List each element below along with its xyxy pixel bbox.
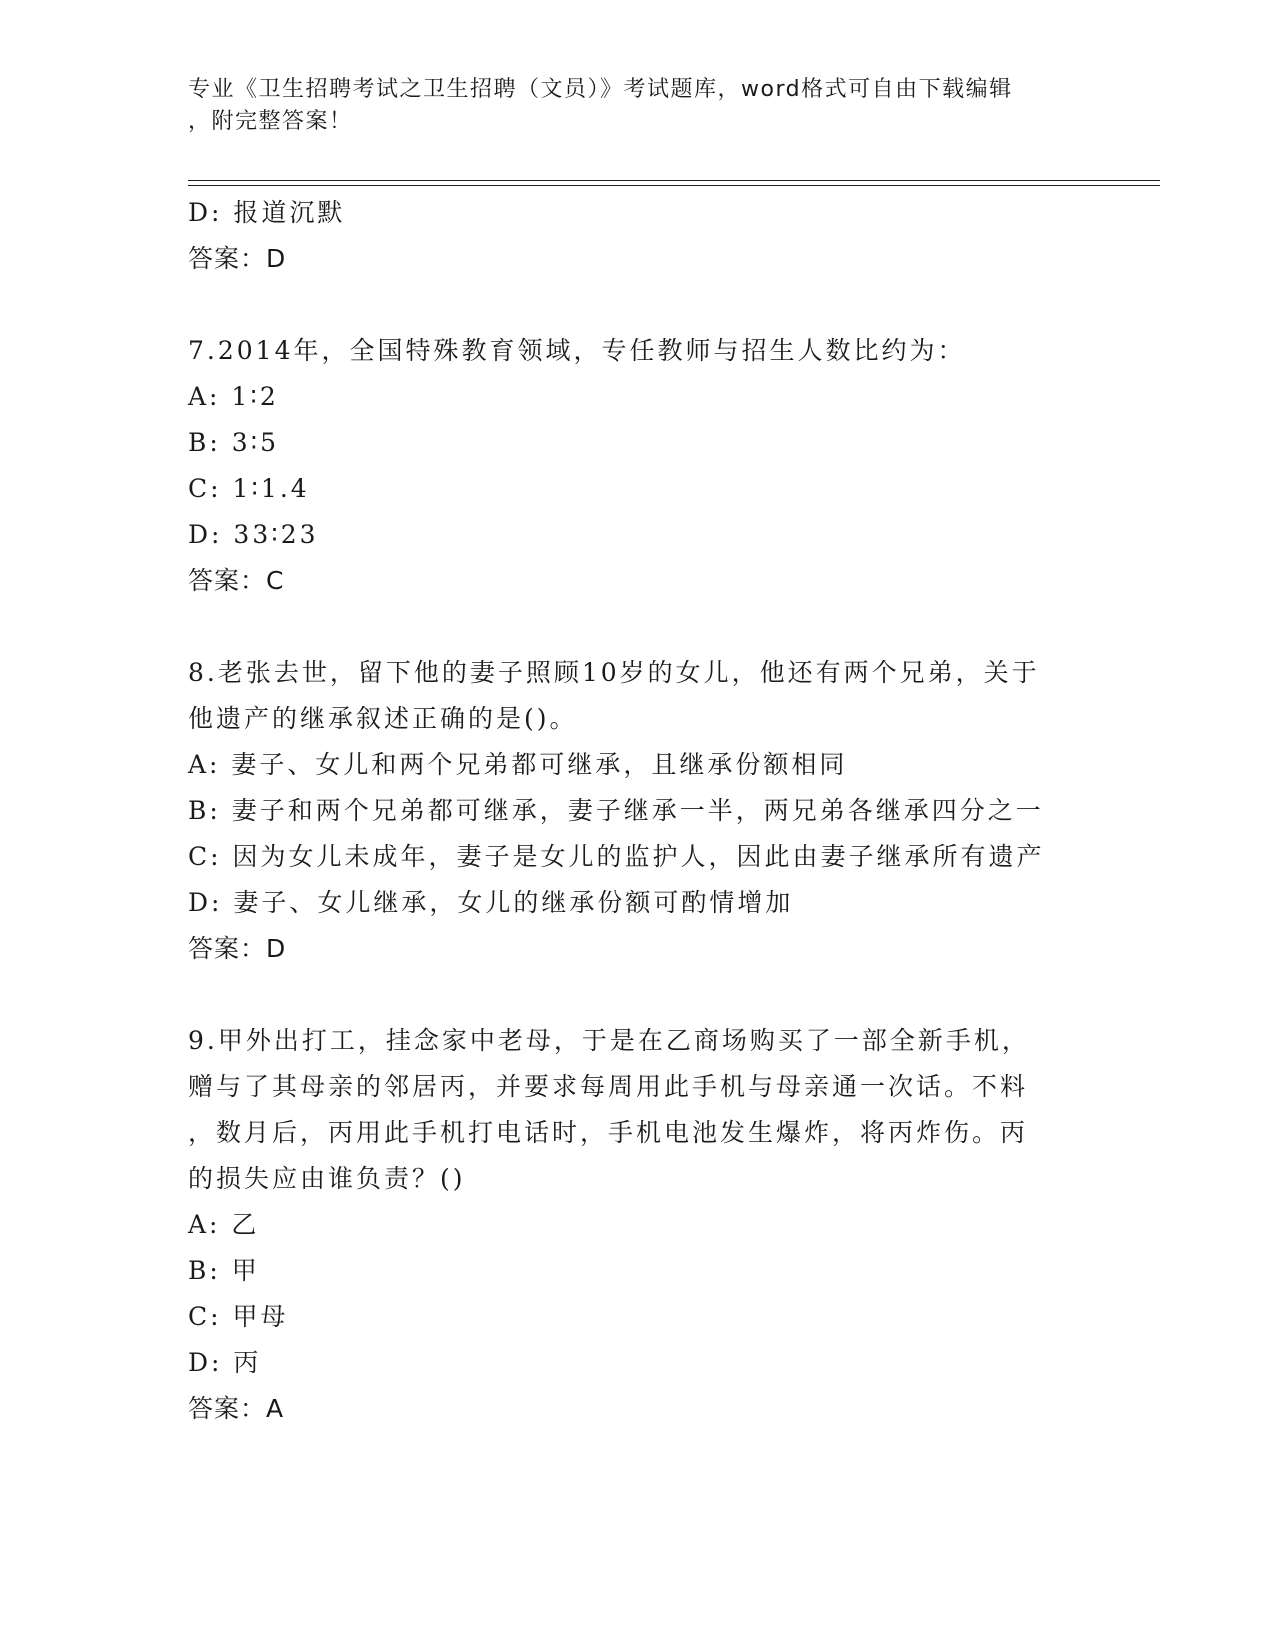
question-content bbox=[188, 190, 1088, 1432]
question-stem-line-4: 的损失应由谁负责？() bbox=[188, 1164, 466, 1193]
header-line-2: ，附完整答案！ bbox=[188, 109, 353, 134]
option-c: C: 因为女儿未成年，妻子是女儿的监护人，因此由妻子继承所有遗产 bbox=[188, 842, 1045, 871]
answer-line: 答案：D bbox=[188, 934, 287, 963]
header-divider-bottom bbox=[188, 185, 1160, 186]
option-c: C: 甲母 bbox=[188, 1302, 289, 1331]
answer-line: 答案：D bbox=[188, 244, 287, 273]
question-stem-line-1: 8.老张去世，留下他的妻子照顾10岁的女儿，他还有两个兄弟，关于 bbox=[188, 658, 1040, 687]
option-b: B: 妻子和两个兄弟都可继承，妻子继承一半，两兄弟各继承四分之一 bbox=[188, 796, 1044, 825]
question-9 bbox=[188, 1018, 1088, 1432]
option-d: D: 妻子、女儿继承，女儿的继承份额可酌情增加 bbox=[188, 888, 794, 917]
question-stem-line-3: ，数月后，丙用此手机打电话时，手机电池发生爆炸，将丙炸伤。丙 bbox=[188, 1118, 1029, 1147]
document-header bbox=[188, 74, 1088, 138]
answer-line: 答案：A bbox=[188, 1394, 285, 1423]
option-a: A: 妻子、女儿和两个兄弟都可继承，且继承份额相同 bbox=[188, 750, 848, 779]
question-stem-line-2: 他遗产的继承叙述正确的是()。 bbox=[188, 704, 578, 733]
option-a: A: 乙 bbox=[188, 1210, 260, 1239]
option-c: C: 1∶1.4 bbox=[188, 474, 310, 503]
header-line-1: 专业《卫生招聘考试之卫生招聘（文员）》考试题库，word格式可自由下载编辑 bbox=[188, 77, 1013, 102]
header-divider-top bbox=[188, 180, 1160, 181]
question-stem: 7.2014年，全国特殊教育领域，专任教师与招生人数比约为： bbox=[188, 336, 966, 365]
question-7 bbox=[188, 328, 1088, 604]
question-8 bbox=[188, 650, 1088, 972]
answer-line: 答案：C bbox=[188, 566, 285, 595]
option-a: A: 1∶2 bbox=[188, 382, 279, 411]
option-d: D: 丙 bbox=[188, 1348, 262, 1377]
option-b: B: 3∶5 bbox=[188, 428, 280, 457]
option-d: D: 33∶23 bbox=[188, 520, 319, 549]
question-stem-line-2: 赠与了其母亲的邻居丙，并要求每周用此手机与母亲通一次话。不料 bbox=[188, 1072, 1029, 1101]
option-b: B: 甲 bbox=[188, 1256, 260, 1285]
question-stem-line-1: 9.甲外出打工，挂念家中老母，于是在乙商场购买了一部全新手机， bbox=[188, 1026, 1030, 1055]
option-d: D: 报道沉默 bbox=[188, 198, 346, 227]
